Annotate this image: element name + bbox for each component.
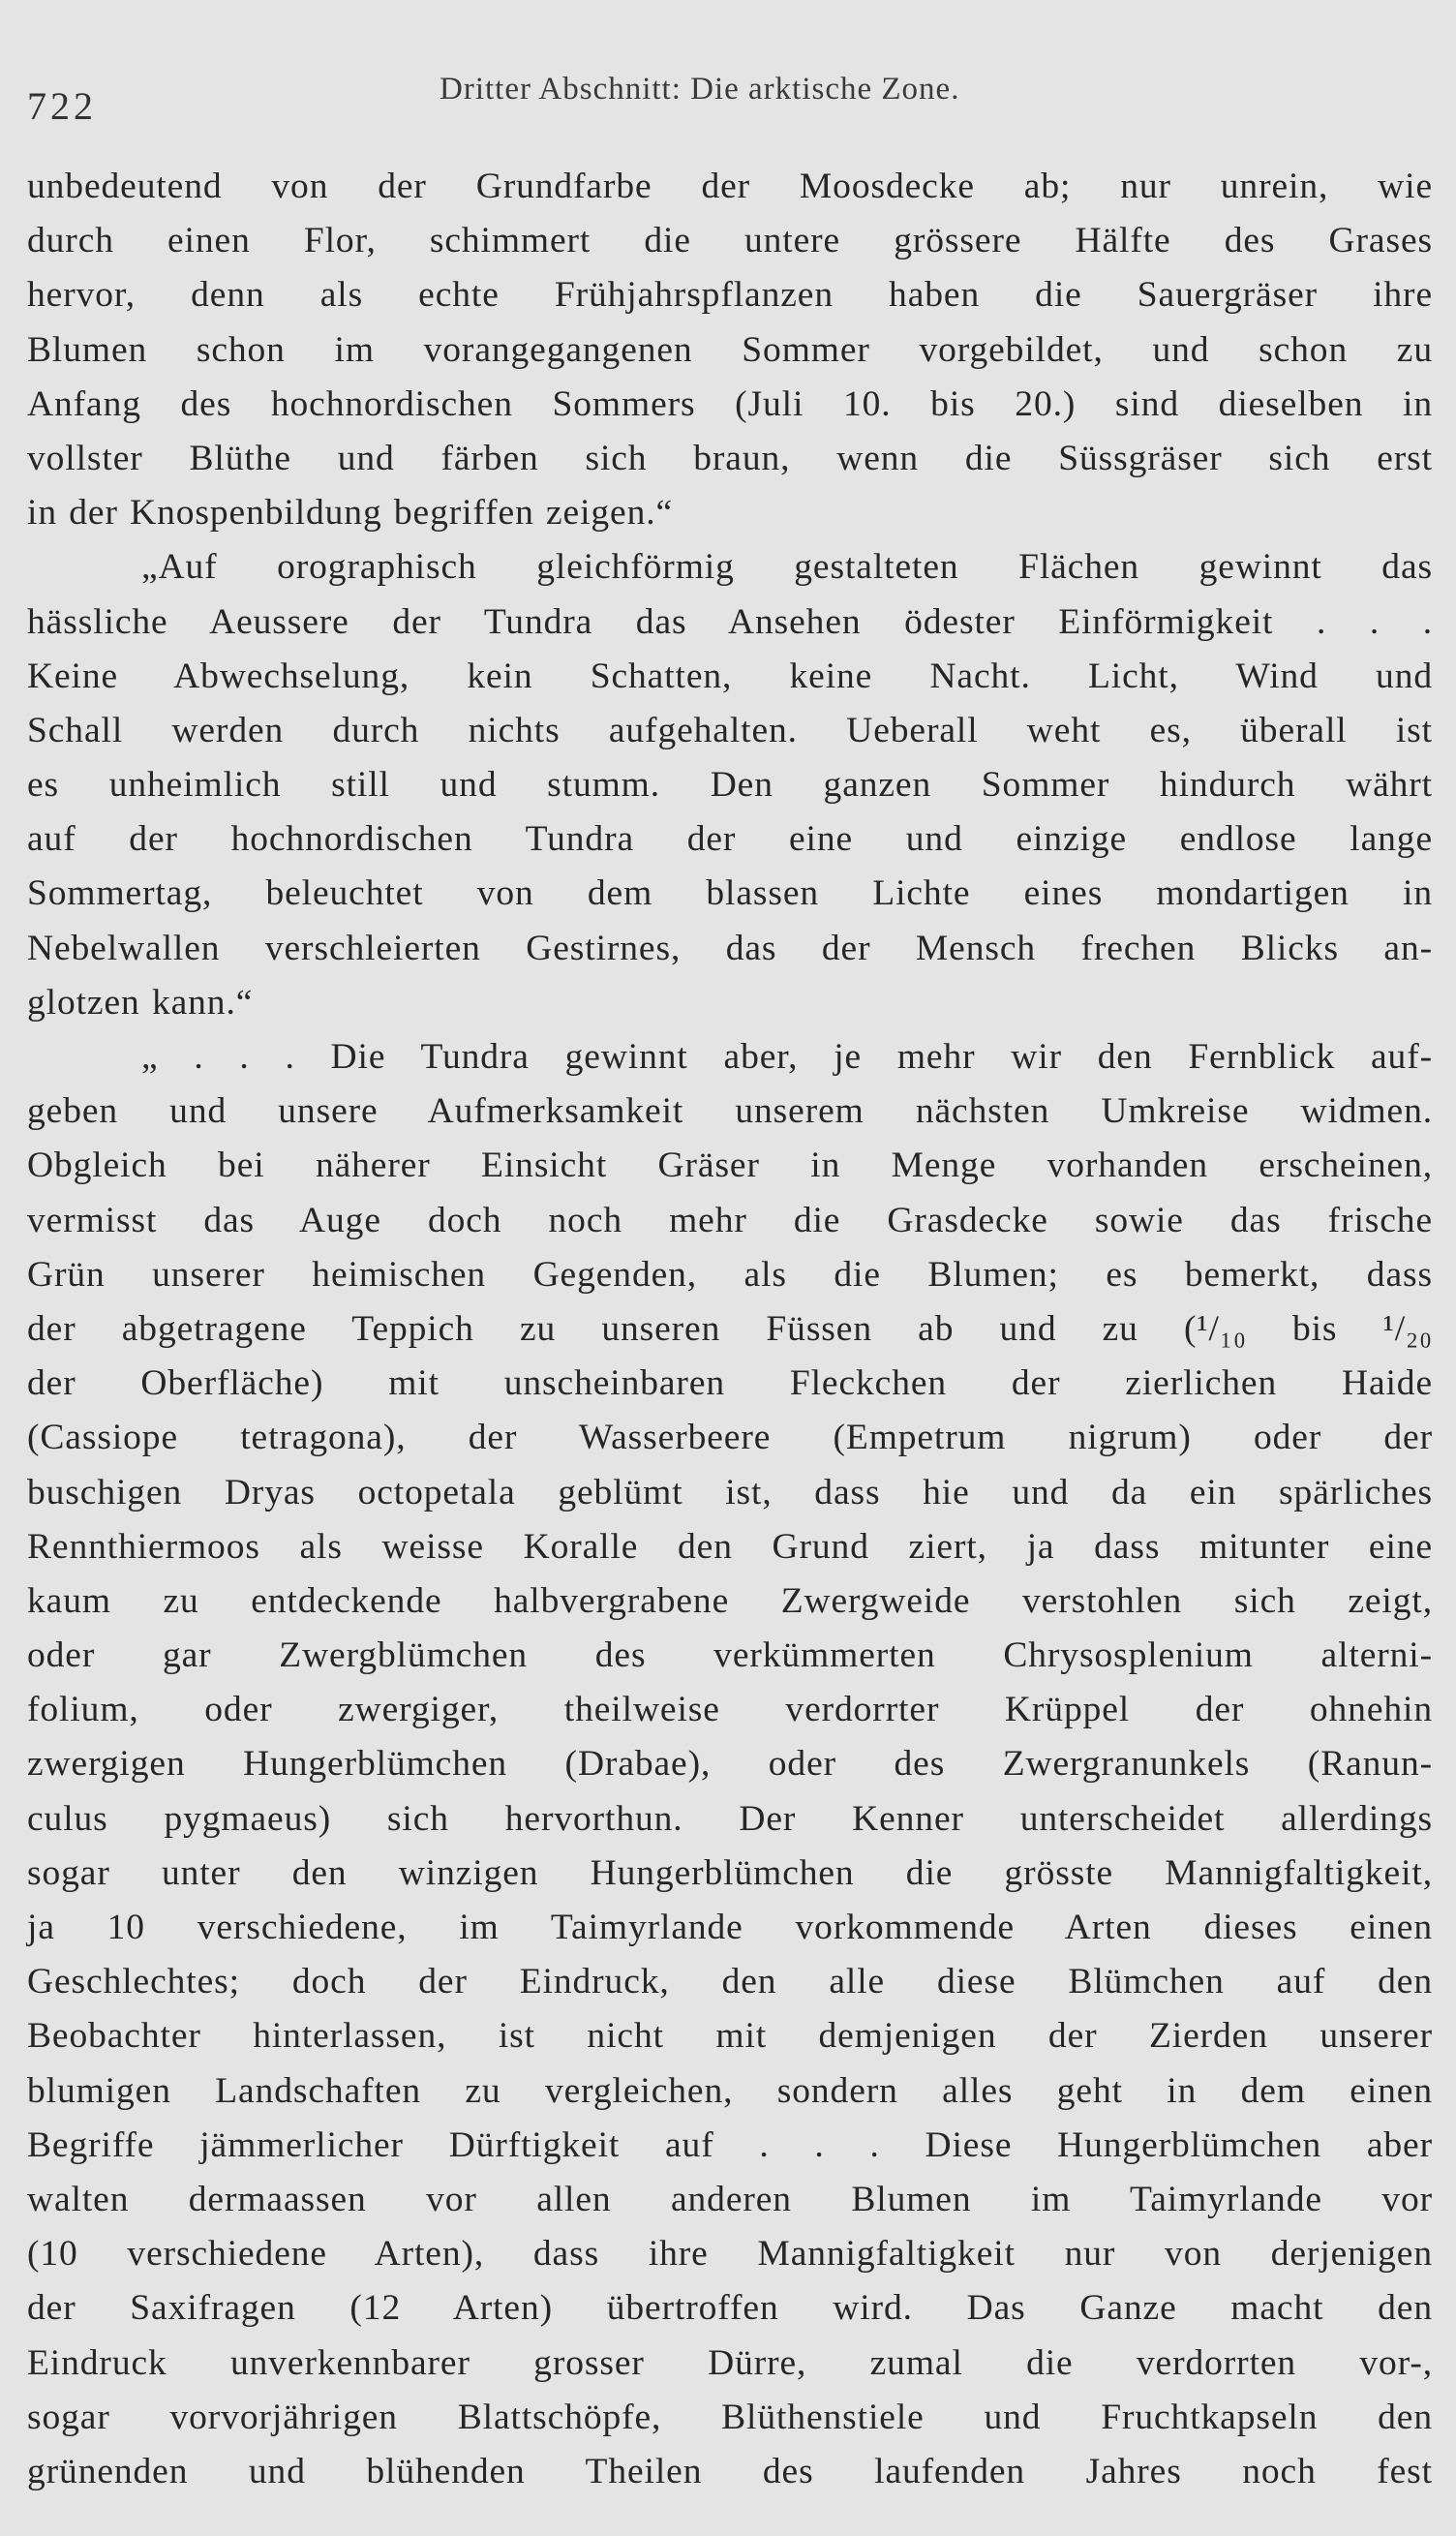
- text-line: Blumen schon im vorangegangenen Sommer vorgebildet, und schon zu: [27, 329, 1433, 370]
- text-line: (10 verschiedene Arten), dass ihre Mannigfaltigkeit nur von derjenigen: [27, 2234, 1433, 2275]
- text-line: in der Knospenbildung begriffen zeigen.“: [27, 493, 674, 534]
- text-line: durch einen Flor, schimmert die untere grössere Hälfte des Grases: [27, 221, 1433, 261]
- text-line: grünenden und blühenden Theilen des laufenden Jahres noch fest: [27, 2451, 1433, 2491]
- text-line: Schall werden durch nichts aufgehalten. Ueberall weht es, überall ist: [27, 710, 1433, 750]
- text-line: der Oberfläche) mit unscheinbaren Fleckchen der zierlichen Haide: [27, 1363, 1433, 1404]
- text-line: Eindruck unverkennbarer grosser Dürre, zumal die verdorrten vor-,: [27, 2342, 1433, 2383]
- text-line: Beobachter hinterlassen, ist nicht mit demjenigen der Zierden unserer: [27, 2016, 1433, 2057]
- text-line: sogar vorvorjährigen Blattschöpfe, Blüthenstiele und Fruchtkapseln den: [27, 2397, 1433, 2437]
- text-line: buschigen Dryas octopetala geblümt ist, dass hie und da ein spärliches: [27, 1472, 1433, 1512]
- text-line: auf der hochnordischen Tundra der eine und einzige endlose lange: [27, 819, 1433, 860]
- text-line: hässliche Aeussere der Tundra das Ansehen ödester Einförmigkeit . . .: [27, 601, 1433, 642]
- body-text: [27, 160, 1433, 2499]
- text-line: Nebelwallen verschleierten Gestirnes, das der Mensch frechen Blicks an-: [27, 928, 1433, 968]
- text-line: (Cassiope tetragona), der Wasserbeere (Empetrum nigrum) oder der: [27, 1418, 1433, 1458]
- running-head: Dritter Abschnitt: Die arktische Zone.: [440, 72, 960, 107]
- text-line: zwergigen Hungerblümchen (Drabae), oder des Zwergranunkels (Ranun-: [27, 1744, 1433, 1785]
- page-number: 722: [27, 84, 97, 128]
- page-header: [27, 70, 1429, 128]
- text-line: Rennthiermoos als weisse Koralle den Grund ziert, ja dass mitunter eine: [27, 1526, 1433, 1567]
- text-line: Begriffe jämmerlicher Dürftigkeit auf . . . Diese Hungerblümchen aber: [27, 2124, 1433, 2165]
- text-line: Keine Abwechselung, kein Schatten, keine Nacht. Licht, Wind und: [27, 656, 1433, 696]
- text-line: hervor, denn als echte Frühjahrspflanzen haben die Sauergräser ihre: [27, 275, 1433, 316]
- text-line: ja 10 verschiedene, im Taimyrlande vorkommende Arten dieses einen: [27, 1908, 1433, 1947]
- text-line: es unheimlich still und stumm. Den ganzen Sommer hindurch währt: [27, 765, 1433, 806]
- text-line: blumigen Landschaften zu vergleichen, sondern alles geht in dem einen: [27, 2070, 1433, 2111]
- text-line: sogar unter den winzigen Hungerblümchen die grösste Mannigfaltigkeit,: [27, 1852, 1433, 1893]
- text-line: Sommertag, beleuchtet von dem blassen Lichte eines mondartigen in: [27, 873, 1433, 914]
- text-line: der Saxifragen (12 Arten) übertroffen wird. Das Ganze macht den: [27, 2288, 1433, 2329]
- text-line: der abgetragene Teppich zu unseren Füssen ab und zu (¹/₁₀ bis ¹/₂₀: [27, 1308, 1433, 1349]
- text-line: oder gar Zwergblümchen des verkümmerten Chrysosplenium alterni-: [27, 1635, 1433, 1676]
- text-line: walten dermaassen vor allen anderen Blumen im Taimyrlande vor: [27, 2179, 1433, 2219]
- text-line: culus pygmaeus) sich hervorthun. Der Kenner unterscheidet allerdings: [27, 1798, 1433, 1839]
- text-line: „ . . . Die Tundra gewinnt aber, je mehr wir den Fernblick auf-: [141, 1037, 1433, 1077]
- text-line: Grün unserer heimischen Gegenden, als die Blumen; es bemerkt, dass: [27, 1254, 1433, 1295]
- text-line: kaum zu entdeckende halbvergrabene Zwergweide verstohlen sich zeigt,: [27, 1580, 1433, 1621]
- text-line: geben und unsere Aufmerksamkeit unserem nächsten Umkreise widmen.: [27, 1091, 1433, 1132]
- text-line: unbedeutend von der Grundfarbe der Moosdecke ab; nur unrein, wie: [27, 167, 1433, 206]
- text-line: Anfang des hochnordischen Sommers (Juli 10. bis 20.) sind dieselben in: [27, 383, 1433, 424]
- text-line: Obgleich bei näherer Einsicht Gräser in Menge vorhanden erscheinen,: [27, 1146, 1433, 1186]
- text-line: „Auf orographisch gleichförmig gestalteten Flächen gewinnt das: [141, 547, 1433, 588]
- text-line: folium, oder zwergiger, theilweise verdorrter Krüppel der ohnehin: [27, 1690, 1433, 1730]
- text-line: Geschlechtes; doch der Eindruck, den alle diese Blümchen auf den: [27, 1962, 1433, 2002]
- text-line: vollster Blüthe und färben sich braun, wenn die Süssgräser sich erst: [27, 438, 1433, 478]
- text-line: vermisst das Auge doch noch mehr die Grasdecke sowie das frische: [27, 1200, 1433, 1240]
- text-line: glotzen kann.“: [27, 982, 254, 1023]
